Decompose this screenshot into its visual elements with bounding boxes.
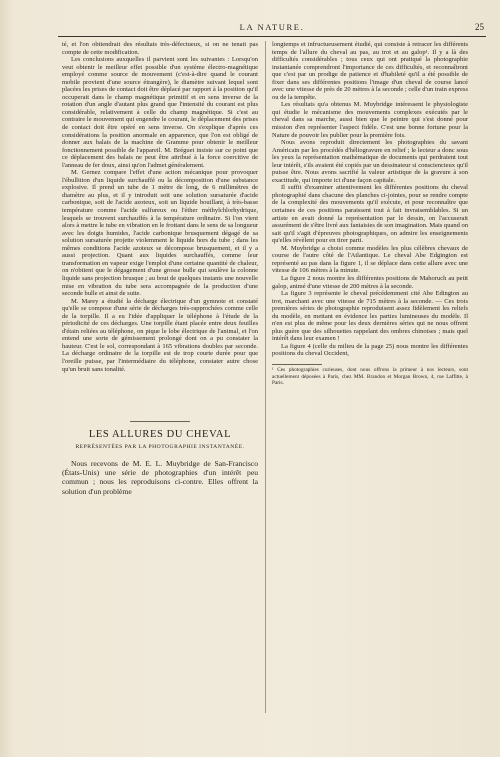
paragraph-breguet-conclusions: Les conclusions auxquelles il parvient sont les suivantes : Lorsqu'on veut obtenir le meilleur effet possible d'un système électro-magnétique employé comme source de mouvement (c'est-à-dire quand le courant mobile provient d'une source étrangère), le diamètre suivant lequel sont placées les prises de contact doit être déplacé par rapport à la position qu'il occuperait dans le champ magnétique primitif et en sens inverse de la rotation d'un angle d'autant plus grand que l'intensité du courant est plus considérable, relativement à celle du champ magnétique. Si c'est au contraire le mouvement qui engendre le courant, le déplacement des prises de contact doit être opéré en sens inverse. On s'explique d'après ces considérations la position anormale en apparence, que l'on est obligé de donner aux balais de la machine de Gramme pour obtenir le meilleur fonctionnement possible de l'appareil. M. Bréguet insiste sur ce point que ce déplacement des balais ne peut être attribué à la force coercitive de l'anneau de fer doux, ainsi qu'on l'admet généralement. bbox=[62, 56, 258, 169]
footnote-text: ¹ Ces photographies curieuses, dont nous offrons la primeur à nos lecteurs, sont actuellement déposées à Paris, chez MM. Brandon et Morgan Brown, 4, rue Laffitte, à Paris. bbox=[272, 366, 468, 387]
column-divider bbox=[265, 41, 266, 713]
footnote-rule bbox=[272, 364, 322, 365]
paragraph-models: M. Muybridge a choisi comme modèles les plus célèbres chevaux de course de l'autre côté de l'Atlantique. Le cheval Abe Edgington est représenté au pas dans la figure 1, il se déplace dans cette allure avec une vitesse de 106 mètres à la minute. bbox=[272, 244, 468, 275]
page-number: 25 bbox=[475, 22, 484, 32]
running-title: LA NATURE. bbox=[239, 22, 305, 32]
paragraph-heliogravure: Nous avons reproduit directement les photographies du savant Américain par les procédés d'héliogravure en relief ; le lecteur a donc sous les yeux la représentation mathématique de documents qui perdraient tout leur intérêt, s'ils avaient été copiés par un dessinateur si consciencieux qu'il puisse être. Nous avons sacrifié la valeur artistique de la gravure à son exactitude, qui importe ici d'une façon capitale. bbox=[272, 139, 468, 184]
paragraph-gernez-ebullition: M. Gernez compare l'effet d'une action mécanique pour provoquer l'ébullition d'un liquide surchauffé ou la décomposition d'une substance explosive. Il prend un tube de 1 mètre de long, de 6 millimètres de diamètre au plus, et il y introduit soit une solution sursaturée d'acide carbonique, soit de l'acide azoteux, soit un liquide bouillant, à très-basse température comme l'acide sulfureux ou l'éther méthylchlorhydrique, lesquels se trouvent surchauffés à la température ordinaire. Si l'on vient alors à mettre le tube en vibration en le frottant dans le sens de sa longueur avec les doigts humides, l'acide carbonique brusquement dégagé de sa solution sursaturée projette violemment le liquide hors du tube ; dans les mêmes conditions l'acide azoteux se décompose brusquement, et il y a aussi projection. Quant aux liquides surchauffés, comme leur transformation en vapeur exige l'emploi d'une certaine quantité de chaleur, on n'obtient que le dégagement d'une grosse bulle qui soulève la colonne liquide sans projection brusque ; au bout de quelques instants une nouvelle mise en vibration du tube sera accompagnée de la production d'une seconde bulle et ainsi de suite. bbox=[62, 169, 258, 298]
paragraph-electromagnetic-end: té, et l'on obtiendrait des résultats très-défectueux, si on ne tenait pas compte de cette modification. bbox=[62, 41, 258, 56]
paragraph-figure-2: La figure 2 nous montre les différentes positions de Mahoruch au petit galop, animé d'une vitesse de 200 mètres à la seconde. bbox=[272, 274, 468, 290]
page-header bbox=[58, 22, 486, 37]
article-subtitle: REPRÉSENTÉES PAR LA PHOTOGRAPHIE INSTANTANÉE. bbox=[75, 444, 245, 451]
section-spacer bbox=[62, 373, 258, 421]
right-column bbox=[272, 41, 468, 387]
article-intro bbox=[62, 459, 258, 496]
footnote bbox=[272, 367, 468, 387]
paragraph-marey-torpille: M. Marey a étudié la décharge électrique d'un gymnote et constaté qu'elle se compose d'une série de décharges très-rapprochées comme celle de la torpille. Il a eu l'idée d'appliquer le téléphone à l'étude de la périodicité de ces décharges. Une torpille étant placée entre deux feuilles d'étain reliées au téléphone, on pique le lobe électrique de l'animal, et l'on entend une sorte de gémissement prolongé dont on a pu constater la hauteur. C'est le sol, correspondant à 165 vibrations doubles par seconde. La décharge ordinaire de la torpille est de trop courte durée pour que l'oreille puisse, par l'intermédiaire du téléphone, constater autre chose qu'un bruit sans tonalité. bbox=[62, 297, 258, 373]
paragraph-examination: Il suffit d'examiner attentivement les différentes positions du cheval photographié dans chacune des planches ci-jointes, pour se rendre compte de la complexité des mouvements qu'il exécute, et pour reconnaître que certaines de ces positions paraissent tout à fait invraisemblables. Si un artiste en avait donné la représentation par le dessin, on l'accuserait assurément de s'être livré aux fantaisies de son imagination. Mais quand on sait qu'il s'agit d'épreuves photographiques, on admire les enseignements qu'elles révèlent pour en tirer parti. bbox=[272, 184, 468, 245]
paragraph-muybridge-intro: Nous recevons de M. E. L. Muybridge de San-Francisco (États-Unis) une série de photographies d'un intérêt peu commun ; nous les reproduisons ci-contre. Elles offrent la solution d'un problème bbox=[62, 459, 258, 496]
article-title: LES ALLURES DU CHEVAL bbox=[88, 429, 232, 441]
paragraph-figure-3: La figure 3 représente le cheval précédemment cité Abe Edington au trot, marchant avec une vitesse de 715 mètres à la seconde. — Ces trois premières séries de photographie reproduisent assez fidèlement les reliefs du modèle, en mettant en évidence les parties lumineuses du modèle. Il n'en est plus de même pour les deux dernières séries qui ne nous offrent plus guère que des silhouettes rappelant des ombres chinoises ; mais quel intérêt dans leur examen ! bbox=[272, 290, 468, 343]
article-section bbox=[62, 421, 258, 496]
paragraph-results: Les résultats qu'a obtenus M. Muybridge intéressent le physiologiste qui étudie le mécanisme des mouvements complexes exécutés par le cheval dans sa marche, aussi bien que le peintre qui s'est donné pour mission d'en représenter l'aspect fidèle. C'est une bonne fortune pour la Nature de pouvoir les publier pour la première fois. bbox=[272, 101, 468, 139]
left-column bbox=[62, 41, 258, 496]
paragraph-figure-4: La figure 4 (celle du milieu de la page 25) nous montre les différentes positions du cheval Occident, bbox=[272, 342, 468, 358]
paragraph-problem-continued: longtemps et infructueusement étudié, qui consiste à retracer les différents temps de l'allure du cheval au pas, au trot et au galop¹. Il y a là des difficultés considérables ; tous ceux qui ont pratiqué la photographie instantanée comprendront l'importance de ces difficultés, et reconnaîtront que c'est par un prodige de patience et d'habileté qu'il a été possible de fixer dans ses différentes positions l'image d'un cheval de course lancé avec une vitesse de près de 20 mètres à la seconde ; celle d'un train express ou de la tempête. bbox=[272, 41, 468, 101]
section-rule bbox=[130, 421, 190, 422]
